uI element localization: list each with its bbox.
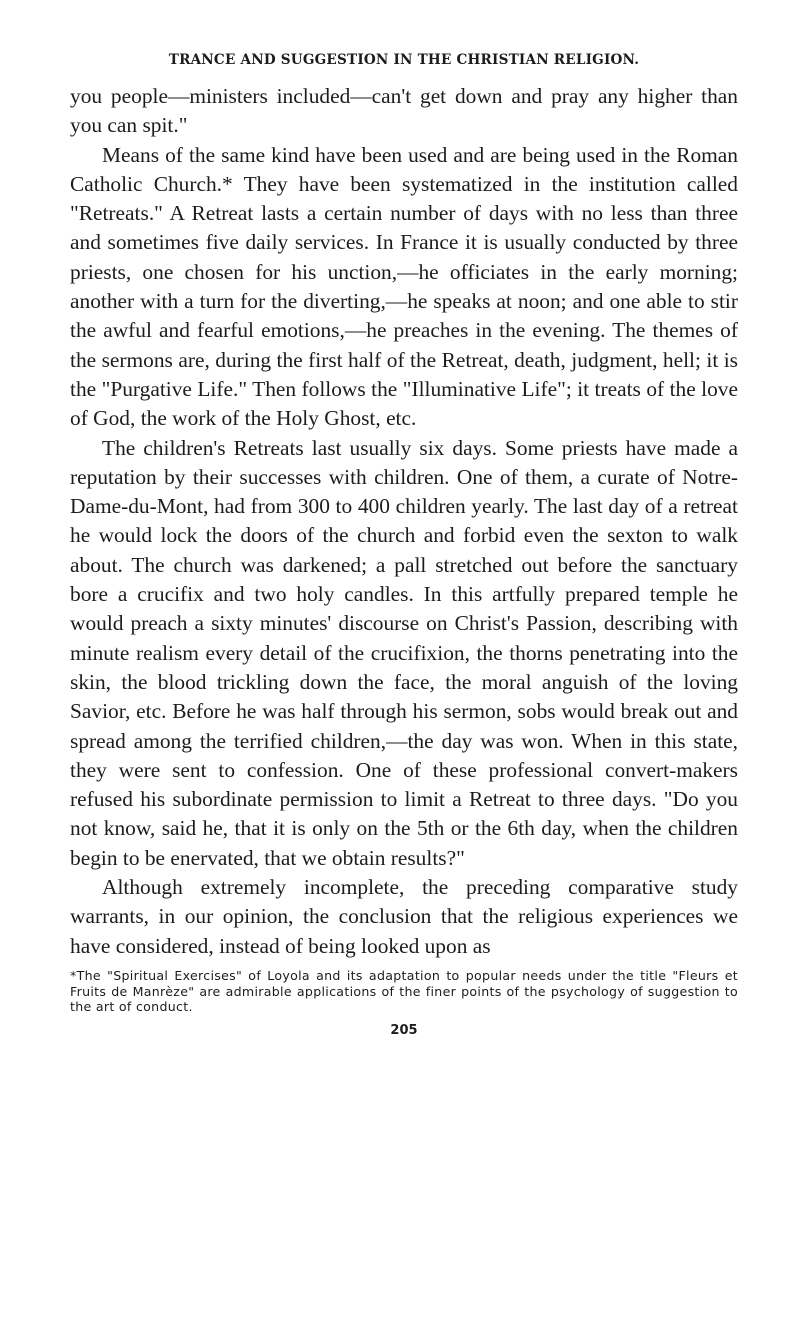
page-number: 205	[390, 1022, 418, 1038]
paragraph-retreats: Means of the same kind have been used and are being used in the Roman Catholic Church.* They have been systematized in the institution called "Retreats." A Retreat lasts a certain number of days with no less than three and sometimes five daily services. In France it is usually conducted by three priests, one chosen for his unction,—he officiates in the early morning; another with a turn for the diverting,—he speaks at noon; and one able to stir the awful and fearful emotions,—he preaches in the evening. The themes of the sermons are, during the first half of the Retreat, death, judgment, hell; it is the "Purgative Life." Then follows the "Illuminative Life"; it treats of the love of God, the work of the Holy Ghost, etc.	[70, 142, 738, 431]
running-head: TRANCE AND SUGGESTION IN THE CHRISTIAN RELIGION.	[168, 52, 640, 68]
paragraph-continuation: you people—ministers included—can't get down and pray any higher than you can spit."	[70, 84, 738, 138]
body-text	[70, 82, 738, 961]
paragraph-conclusion: Although extremely incomplete, the preceding comparative study warrants, in our opinion, the conclusion that the religious experiences we have considered, instead of being looked upon as	[70, 875, 738, 958]
book-page	[70, 52, 738, 1038]
footnote: *The "Spiritual Exercises" of Loyola and its adaptation to popular needs under the title "Fleurs et Fruits de Manrèze" are admirable applications of the finer points of the psychology of suggestion to the art of conduct.	[70, 967, 738, 1015]
paragraph-children-retreats: The children's Retreats last usually six days. Some priests have made a reputation by their successes with children. One of them, a curate of Notre-Dame-du-Mont, had from 300 to 400 children yearly. The last day of a retreat he would lock the doors of the church and forbid even the sexton to walk about. The church was darkened; a pall stretched out before the sanctuary bore a crucifix and two holy candles. In this artfully prepared temple he would preach a sixty minutes' discourse on Christ's Passion, describing with minute realism every detail of the crucifixion, the thorns penetrating into the skin, the blood trickling down the face, the moral anguish of the loving Savior, etc. Before he was half through his sermon, sobs would break out and spread among the terrified children,—the day was won. When in this state, they were sent to confession. One of these professional convert-makers refused his subordinate permission to limit a Retreat to three days. "Do you not know, said he, that it is only on the 5th or the 6th day, when the children begin to be enervated, that we obtain results?"	[70, 435, 738, 870]
